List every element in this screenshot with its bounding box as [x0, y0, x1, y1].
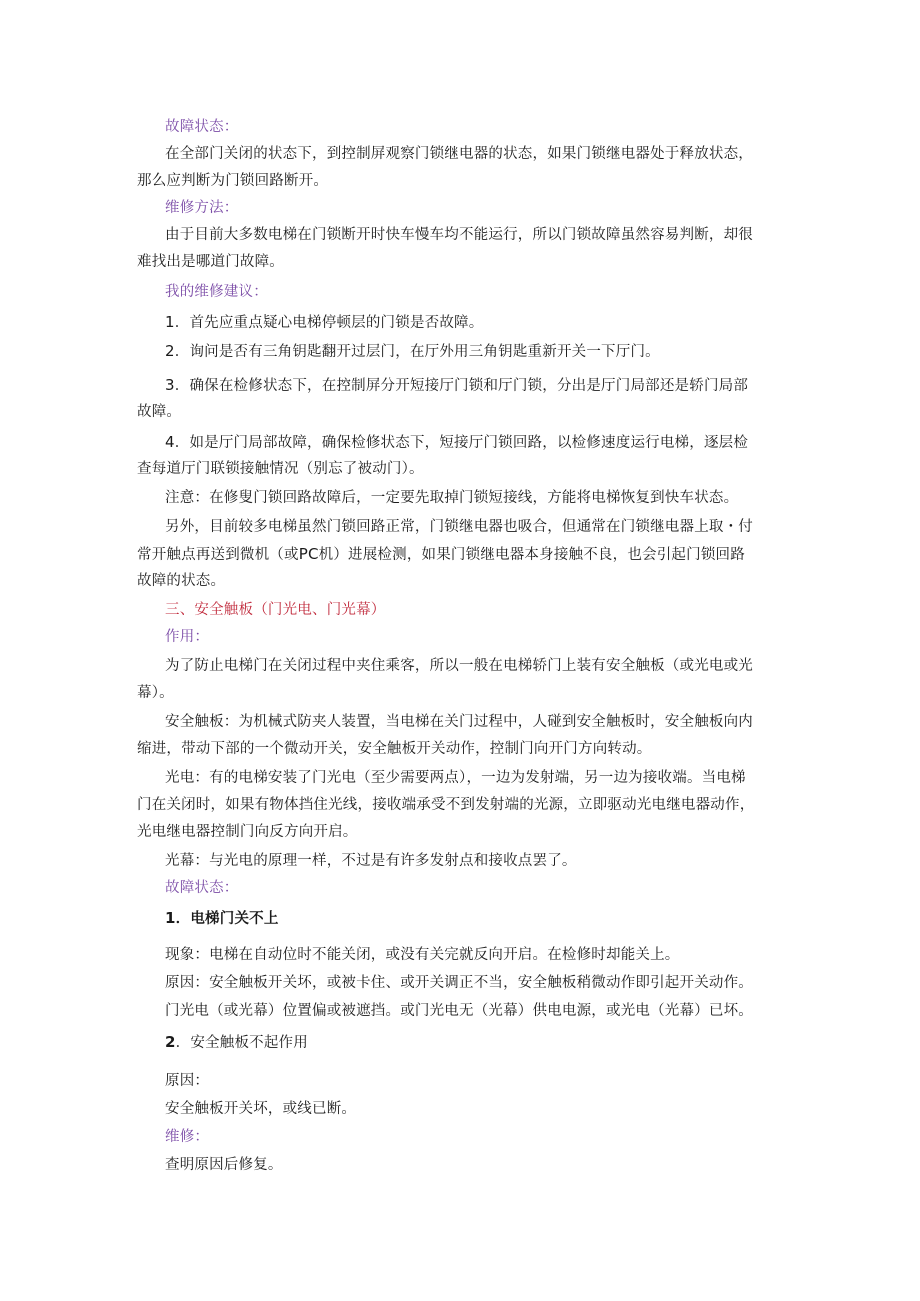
- heading-my-advice: 我的维修建议：: [165, 284, 268, 300]
- paragraph-line: 安全触板：为机械式防夹人装置，当电梯在关门过程中，人碰到安全触板时，安全触板向内: [165, 714, 753, 730]
- fault-item-number: 1: [165, 909, 176, 927]
- list-item-number: 3: [165, 376, 175, 394]
- paragraph-line: 原因：: [165, 1073, 210, 1089]
- fault-item: [165, 905, 279, 933]
- paragraph-line: 由于目前大多数电梯在门锁断开时快车慢车均不能运行，所以门锁故障虽然容易判断，却很: [165, 227, 753, 243]
- text-segment: 机）进展检测，如果门锁继电器本身接触不良，也会引起门锁回路: [318, 547, 745, 563]
- paragraph-line: 门在关闭时，如果有物体挡住光线，接收端承受不到发射端的光源，立即驱动光电继电器动作，: [137, 797, 755, 813]
- paragraph-line: 光幕：与光电的原理一样，不过是有许多发射点和接收点罢了。: [165, 853, 577, 869]
- paragraph-line: 难找出是哪道门故障。: [137, 254, 284, 270]
- heading-repair-method: 维修方法：: [165, 200, 239, 216]
- paragraph-line: 另外，目前较多电梯虽然门锁回路正常，门锁继电器也吸合，但通常在门锁继电器上取・付: [165, 519, 753, 535]
- fault-item: [165, 1029, 308, 1057]
- heading-repair: 维修：: [165, 1129, 210, 1145]
- list-item: [165, 309, 483, 337]
- heading-fault-status: 故障状态：: [165, 119, 239, 135]
- list-item: [165, 429, 748, 457]
- fault-item-text: ．安全触板不起作用: [175, 1035, 308, 1051]
- paragraph-line: 光电：有的电梯安装了门光电（至少需要两点），一边为发射端，另一边为接收端。当电梯: [165, 770, 746, 786]
- paragraph-line: 现象：电梯在自动位时不能关闭，或没有关完就反向开启。在检修时却能关上。: [165, 947, 680, 963]
- heading-fault-status: 故障状态：: [165, 880, 239, 896]
- list-item-number: 1: [165, 313, 175, 331]
- paragraph-line: 故障的状态。: [137, 573, 226, 589]
- text-segment: 常开触点再送到微机（或: [137, 547, 299, 563]
- paragraph-line: 为了防止电梯门在关闭过程中夹住乘客，所以一般在电梯轿门上装有安全触板（或光电或光: [165, 658, 753, 674]
- list-item-number: 2: [165, 342, 175, 360]
- list-item-number: 4: [165, 433, 175, 451]
- list-item-text: ．首先应重点疑心电梯停顿层的门锁是否故障。: [174, 315, 484, 331]
- paragraph-line: 原因：安全触板开关坏，或被卡住、或开关调正不当，安全触板稍微动作即引起开关动作。: [165, 975, 753, 991]
- list-item-continuation: 故障。: [137, 404, 182, 420]
- paragraph-line: 幕）。: [137, 685, 174, 701]
- list-item: [165, 372, 748, 400]
- paragraph-line: 在全部门关闭的状态下，到控制屏观察门锁继电器的状态，如果门锁继电器处于释放状态，: [165, 146, 753, 162]
- fault-item-number: 2: [165, 1033, 176, 1051]
- list-item-continuation: 查每道厅门联锁接触情况（别忘了被动门）。: [137, 461, 424, 477]
- heading-function: 作用：: [165, 629, 210, 645]
- paragraph-line: [137, 541, 745, 569]
- note-paragraph: 注意：在修叟门锁回路故障后，一定要先取掉门锁短接线，方能将电梯恢复到快车状态。: [165, 490, 739, 506]
- paragraph-line: 那么应判断为门锁回路断开。: [137, 173, 329, 189]
- pc-text: PC: [298, 545, 319, 563]
- list-item-text: ．询问是否有三角钥匙翻开过层门，在厅外用三角钥匙重新开关一下厅门。: [174, 344, 660, 360]
- fault-item-text: ．电梯门关不上: [175, 910, 279, 927]
- paragraph-line: 缩进，带动下部的一个微动开关，安全触板开关动作，控制门向开门方向转动。: [137, 741, 652, 757]
- paragraph-line: 光电继电器控制门向反方向开启。: [137, 824, 358, 840]
- section-heading: 三、安全触板（门光电、门光幕）: [165, 602, 386, 618]
- paragraph-line: 安全触板开关坏，或线已断。: [165, 1101, 357, 1117]
- paragraph-line: 查明原因后修复。: [165, 1157, 283, 1173]
- list-item: [165, 338, 660, 366]
- list-item-text: ．确保在检修状态下，在控制屏分开短接厅门锁和厅门锁，分出是厅门局部还是轿门局部: [174, 378, 749, 394]
- list-item-text: ．如是厅门局部故障，确保检修状态下，短接厅门锁回路，以检修速度运行电梯，逐层检: [174, 435, 749, 451]
- paragraph-line: 门光电（或光幕）位置偏或被遮挡。或门光电无（光幕）供电电源，或光电（光幕）已坏。: [165, 1003, 753, 1019]
